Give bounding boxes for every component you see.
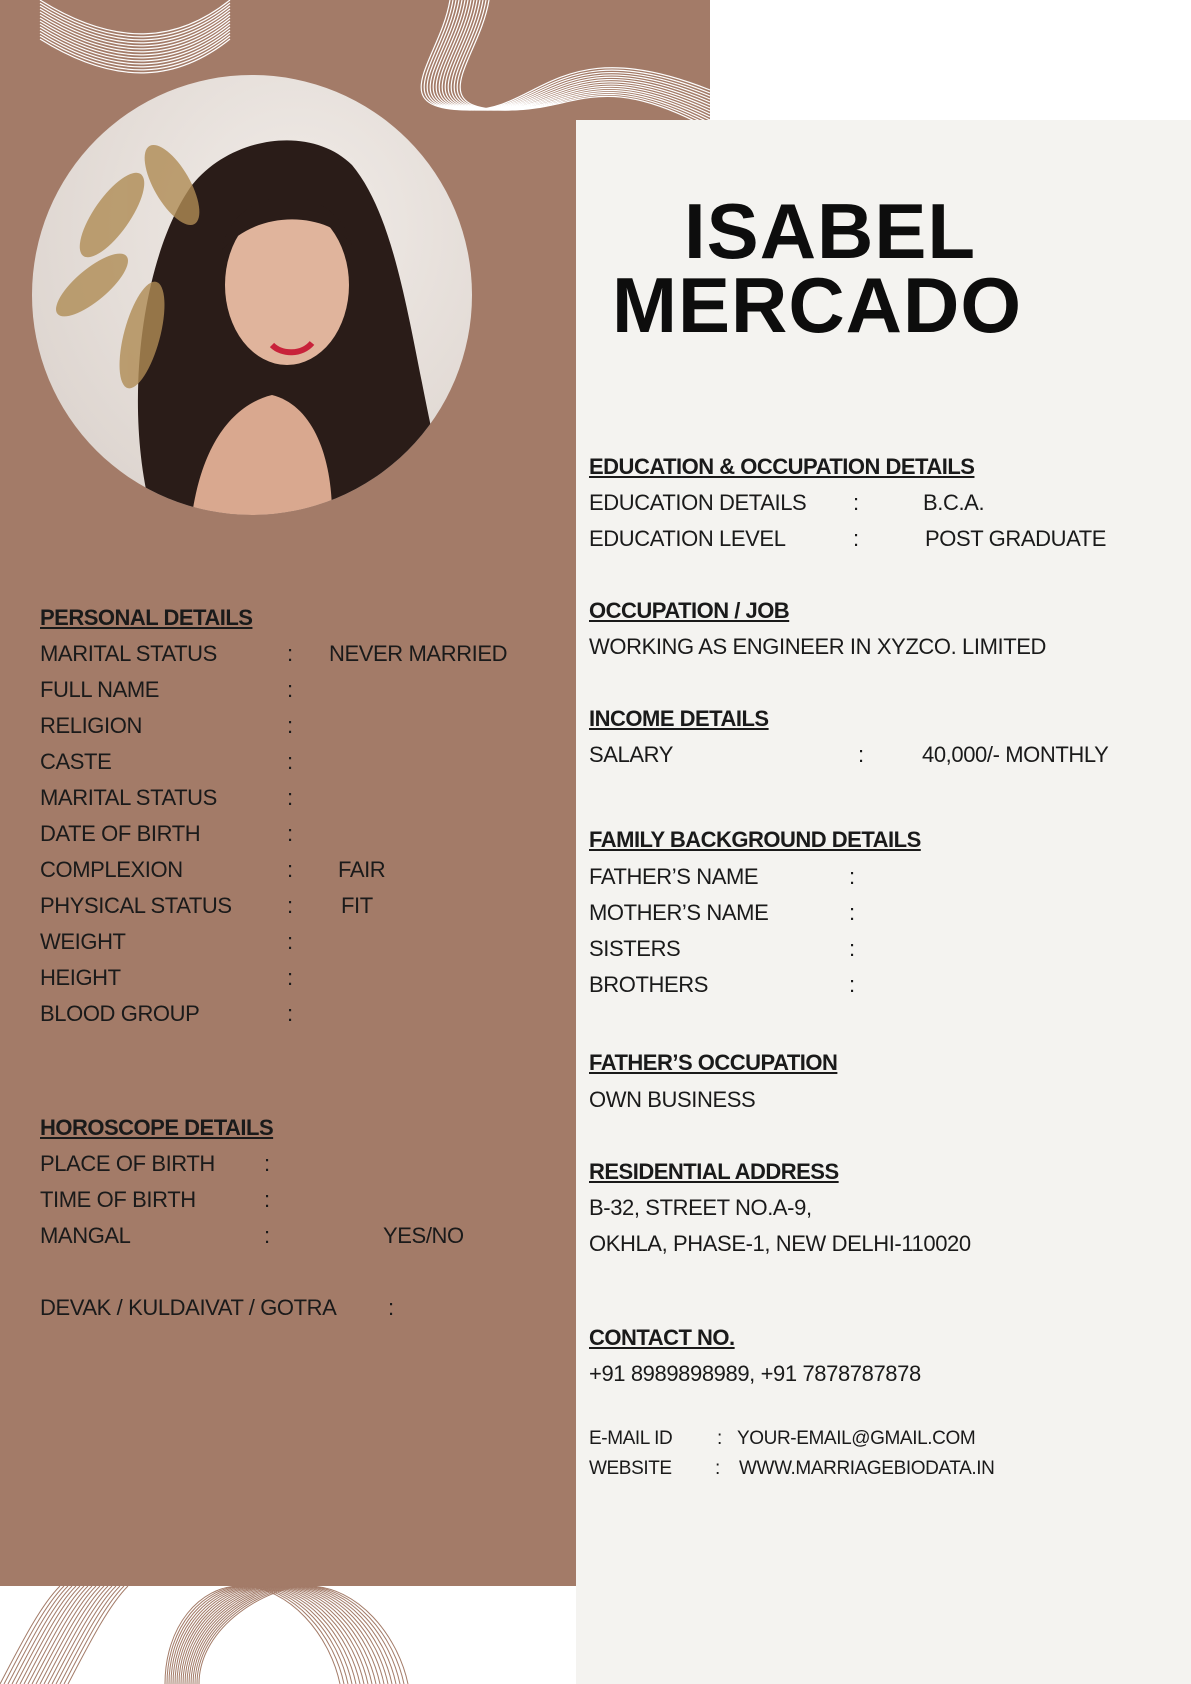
address-line2: OKHLA, PHASE-1, NEW DELHI-110020 [589,1231,971,1256]
family-row-label: FATHER’S NAME [589,864,759,889]
personal-row-label: WEIGHT [40,929,126,954]
name-first: ISABEL [684,187,977,275]
profile-photo [32,75,472,515]
personal-row-label: MARITAL STATUS [40,641,217,666]
website-value[interactable]: WWW.MARRIAGEBIODATA.IN [739,1458,995,1479]
personal-row-colon: : [287,677,293,702]
personal-row-colon: : [287,893,293,918]
personal-row-colon: : [287,965,293,990]
email-value[interactable]: YOUR-EMAIL@GMAIL.COM [737,1428,976,1449]
family-row-colon: : [849,864,855,889]
personal-row-label: DATE OF BIRTH [40,821,201,846]
email-label: E-MAIL ID [589,1428,673,1449]
portrait-image [32,75,472,515]
personal-row-label: FULL NAME [40,677,160,702]
horoscope-row-colon: : [264,1187,270,1212]
horoscope-row-value: YES/NO [383,1223,464,1248]
personal-row-label: HEIGHT [40,965,121,990]
personal-row-colon: : [287,857,293,882]
education-row-label: EDUCATION DETAILS [589,490,807,515]
personal-row-label: CASTE [40,749,112,774]
personal-row-label: COMPLEXION [40,857,183,882]
education-row-value: POST GRADUATE [925,526,1107,551]
wave-lines-bottom-decoration [0,1586,576,1684]
website-colon: : [715,1458,720,1479]
education-row-colon: : [853,490,859,515]
salary-label: SALARY [589,742,674,767]
personal-details-heading: PERSONAL DETAILS [40,605,253,630]
horoscope-row-colon: : [264,1151,270,1176]
personal-row-colon: : [287,785,293,810]
family-row-label: SISTERS [589,936,681,961]
personal-row-label: PHYSICAL STATUS [40,893,232,918]
personal-row-value: FAIR [338,857,386,882]
education-row-value: B.C.A. [923,490,985,515]
horoscope-row-label: MANGAL [40,1223,131,1248]
contact-phones: +91 8989898989, +91 7878787878 [589,1361,921,1386]
address-heading: RESIDENTIAL ADDRESS [589,1159,839,1184]
family-row-colon: : [849,972,855,997]
name-last: MERCADO [612,261,1022,349]
personal-row-colon: : [287,641,293,666]
website-label: WEBSITE [589,1458,672,1479]
personal-row-colon: : [287,1001,293,1026]
family-row-label: MOTHER’S NAME [589,900,769,925]
personal-row-colon: : [287,749,293,774]
personal-row-label: MARITAL STATUS [40,785,217,810]
occupation-text: WORKING AS ENGINEER IN XYZCO. LIMITED [589,634,1047,659]
family-heading: FAMILY BACKGROUND DETAILS [589,827,921,852]
education-row-colon: : [853,526,859,551]
email-colon: : [717,1428,722,1449]
family-row-colon: : [849,936,855,961]
father-occupation-text: OWN BUSINESS [589,1087,756,1112]
father-occupation-heading: FATHER’S OCCUPATION [589,1050,838,1075]
gotra-colon: : [388,1295,394,1320]
income-heading: INCOME DETAILS [589,706,769,731]
horoscope-row-label: PLACE OF BIRTH [40,1151,215,1176]
family-row-label: BROTHERS [589,972,709,997]
personal-row-label: BLOOD GROUP [40,1001,200,1026]
contact-heading: CONTACT NO. [589,1325,735,1350]
personal-row-colon: : [287,713,293,738]
personal-row-colon: : [287,929,293,954]
personal-row-colon: : [287,821,293,846]
horoscope-row-label: TIME OF BIRTH [40,1187,196,1212]
personal-row-value: FIT [341,893,373,918]
education-heading: EDUCATION & OCCUPATION DETAILS [589,454,975,479]
occupation-heading: OCCUPATION / JOB [589,598,790,623]
salary-colon: : [858,742,864,767]
personal-row-value: NEVER MARRIED [329,641,508,666]
family-row-colon: : [849,900,855,925]
gotra-label: DEVAK / KULDAIVAT / GOTRA [40,1295,337,1320]
horoscope-details-heading: HOROSCOPE DETAILS [40,1115,274,1140]
education-row-label: EDUCATION LEVEL [589,526,786,551]
horoscope-row-colon: : [264,1223,270,1248]
personal-row-label: RELIGION [40,713,142,738]
salary-value: 40,000/- MONTHLY [922,742,1109,767]
address-line1: B-32, STREET NO.A-9, [589,1195,812,1220]
